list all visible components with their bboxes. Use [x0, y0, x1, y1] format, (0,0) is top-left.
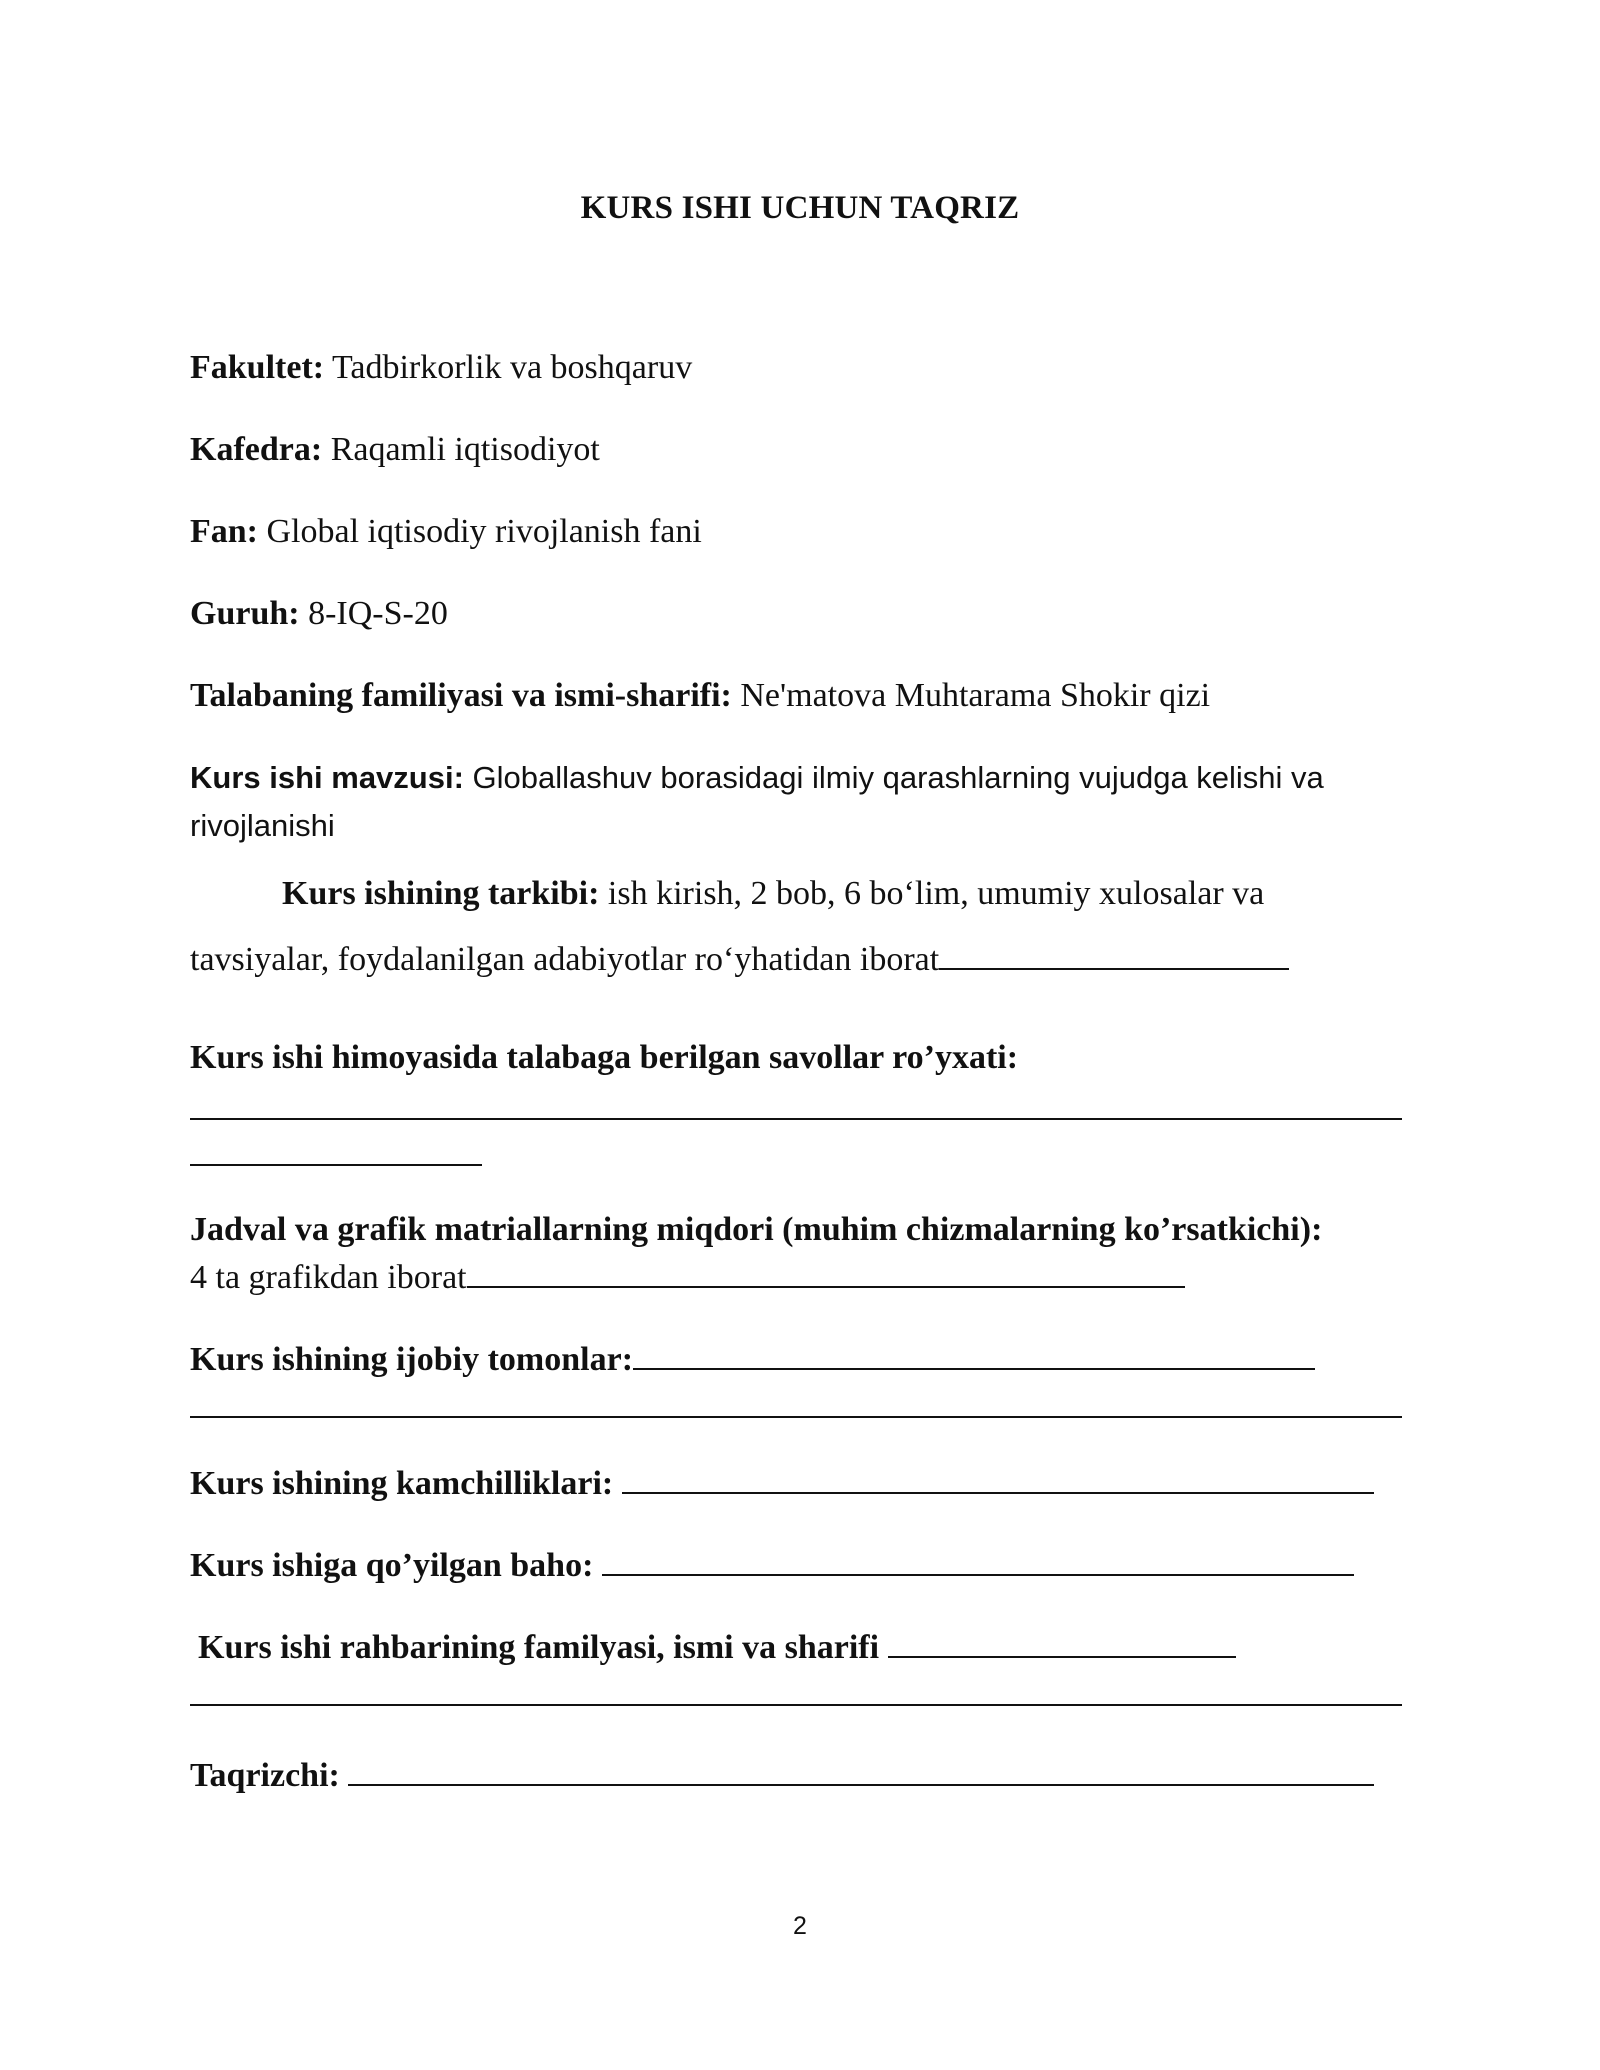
field-jadval [190, 1210, 1322, 1250]
field-value: ish kirish, 2 bob, 6 bo‘lim, umumiy xulosalar va [607, 875, 1265, 912]
field-savollar [190, 1038, 1018, 1078]
blank-line [939, 938, 1289, 970]
field-value: rivojlanishi [190, 808, 335, 843]
field-label: Jadval va grafik matriallarning miqdori (muhim chizmalarning ko’rsatkichi): [190, 1211, 1323, 1248]
field-label: Talabaning familiyasi va ismi-sharifi: [190, 677, 732, 714]
field-label: Kurs ishining ijobiy tomonlar: [190, 1341, 634, 1378]
field-tarkib [282, 874, 1264, 914]
blank-line [633, 1338, 1315, 1370]
field-mavzu-continued [190, 806, 335, 846]
blank-line [622, 1462, 1374, 1494]
field-value: Global iqtisodiy rivojlanish fani [266, 513, 702, 550]
field-label: Fakultet: [190, 349, 325, 386]
field-value: tavsiyalar, foydalanilgan adabiyotlar ro‘yhatidan iborat [190, 941, 940, 978]
field-guruh [190, 594, 448, 634]
field-label: Fan: [190, 513, 258, 550]
blank-line [190, 1416, 1402, 1418]
blank-line [348, 1754, 1374, 1786]
blank-line [190, 1164, 482, 1166]
field-fakultet [190, 348, 692, 388]
field-rahbar [198, 1626, 1236, 1668]
blank-line [888, 1626, 1236, 1658]
field-value: Tadbirkorlik va boshqaruv [331, 349, 693, 386]
field-kamchilliklar [190, 1462, 1374, 1504]
document-title: KURS ISHI UCHUN TAQRIZ [580, 190, 1020, 226]
blank-line [602, 1544, 1354, 1576]
field-value: Ne'matova Muhtarama Shokir qizi [740, 677, 1211, 714]
field-mavzu [190, 758, 1324, 798]
field-kafedra [190, 430, 600, 470]
field-value: 8-IQ-S-20 [308, 595, 448, 632]
blank-line [190, 1118, 1402, 1120]
field-ijobiy [190, 1338, 1315, 1380]
blank-line [190, 1704, 1402, 1706]
field-label: Kurs ishi himoyasida talabaga berilgan savollar ro’yxati: [190, 1039, 1019, 1076]
field-baho [190, 1544, 1354, 1586]
blank-line [467, 1256, 1185, 1288]
field-label: Taqrizchi: [190, 1757, 340, 1794]
field-label: Kurs ishi mavzusi: [190, 760, 464, 795]
field-label: Kurs ishining tarkibi: [282, 875, 600, 912]
field-talaba [190, 676, 1210, 716]
field-label: Kurs ishi rahbarining familyasi, ismi va sharifi [198, 1629, 880, 1666]
field-label: Kafedra: [190, 431, 323, 468]
field-label: Guruh: [190, 595, 300, 632]
field-value: Globallashuv borasidagi ilmiy qarashlarning vujudga kelishi va [472, 760, 1324, 795]
field-taqrizchi [190, 1754, 1374, 1796]
field-fan [190, 512, 702, 552]
field-jadval-value [190, 1256, 1185, 1298]
field-tarkib-continued [190, 938, 1289, 980]
field-value: 4 ta grafikdan iborat [190, 1259, 467, 1296]
field-label: Kurs ishiga qo’yilgan baho: [190, 1547, 594, 1584]
page-number: 2 [793, 1912, 807, 1940]
field-value: Raqamli iqtisodiyot [330, 431, 600, 468]
field-label: Kurs ishining kamchilliklari: [190, 1465, 614, 1502]
